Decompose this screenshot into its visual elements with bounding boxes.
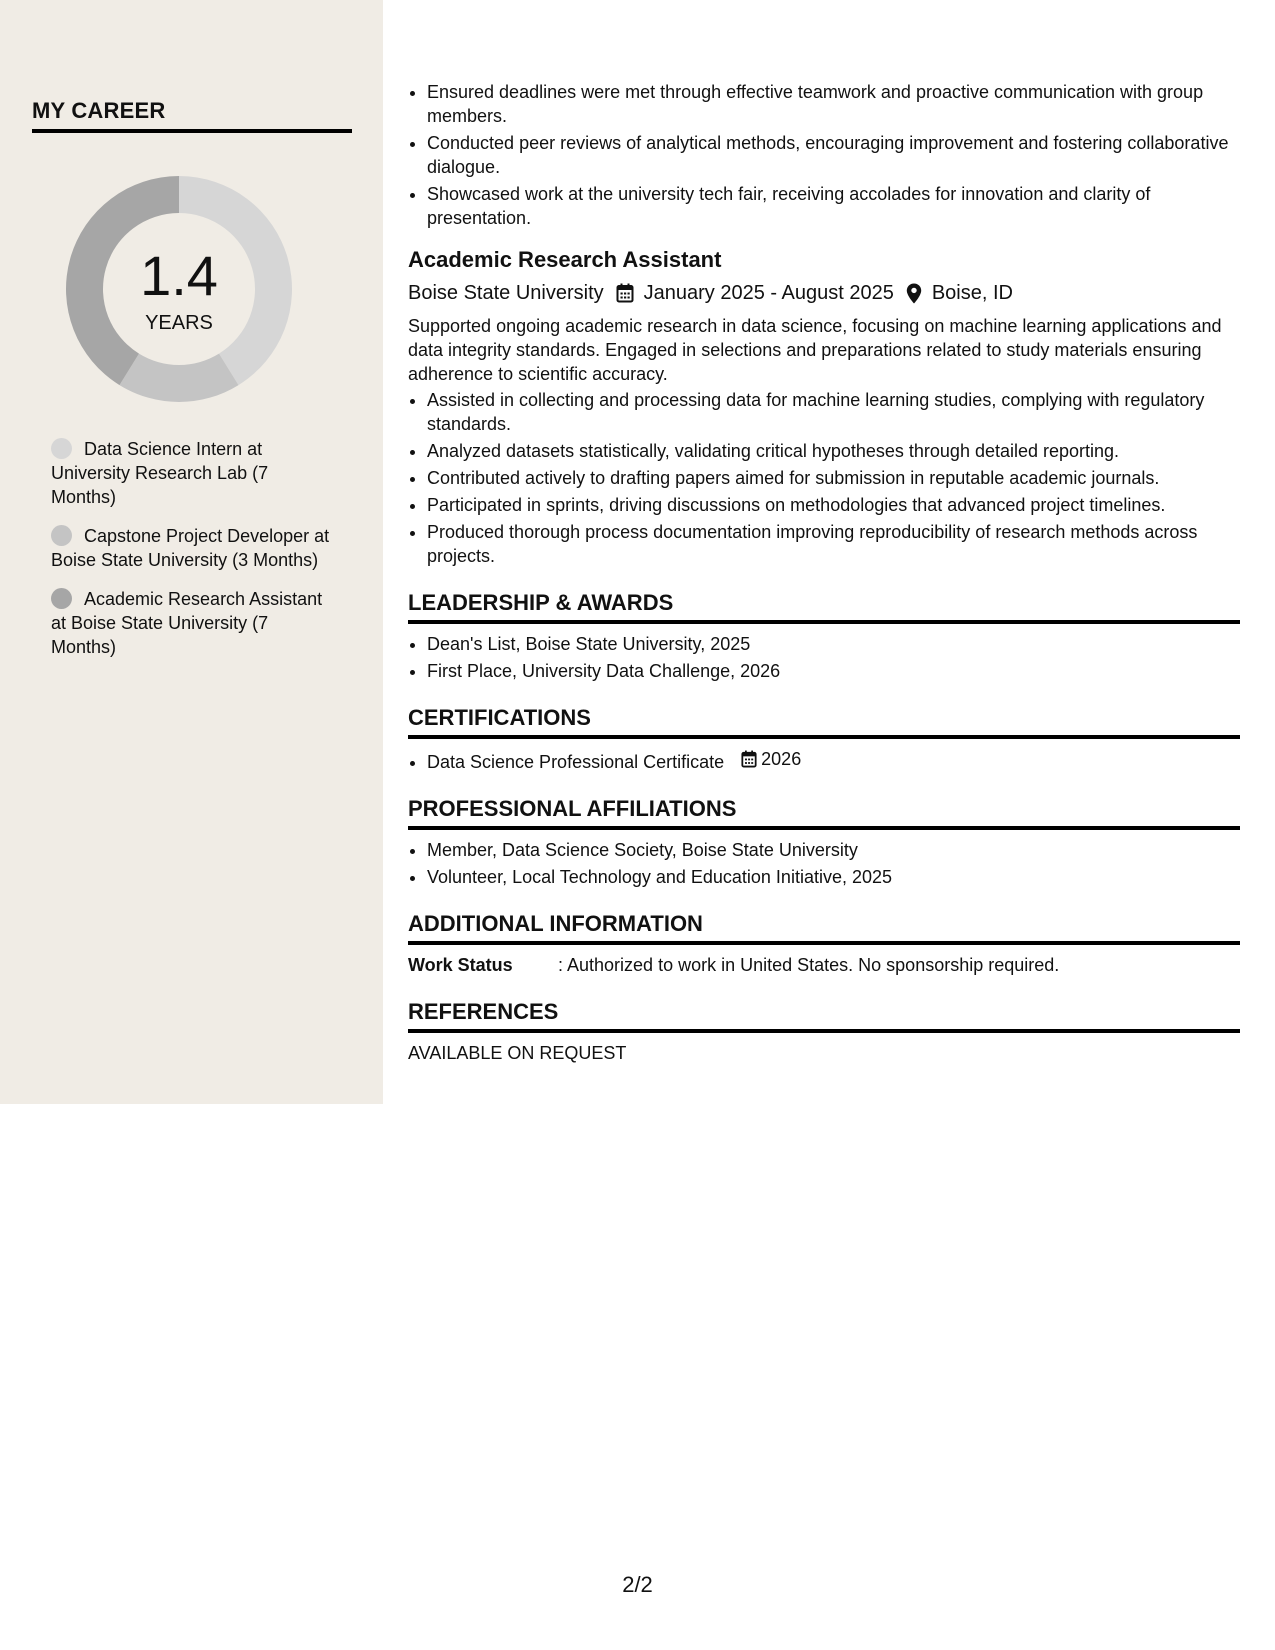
bullet-item: • Produced thorough process documentation improving reproducibility of research methods across projects. [427, 520, 1240, 568]
bullet-item: • Contributed actively to drafting papers aimed for submission in reputable academic journals. [427, 466, 1240, 490]
additional-info-heading: ADDITIONAL INFORMATION [408, 909, 1240, 945]
bullet-item: • Analyzed datasets statistically, validating critical hypotheses through detailed reporting. [427, 439, 1240, 463]
job-employer: Boise State University [408, 282, 604, 304]
career-donut-chart [66, 176, 292, 402]
job-bullets [408, 388, 1240, 568]
certification-name: Data Science Professional Certificate [427, 752, 725, 772]
work-status-row [408, 953, 1240, 977]
legend-item [51, 437, 331, 509]
legend-item [51, 587, 331, 659]
award-item: • Dean's List, Boise State University, 2025 [427, 632, 1240, 656]
award-item: • First Place, University Data Challenge, 2026 [427, 659, 1240, 683]
affiliation-item: • Volunteer, Local Technology and Education Initiative, 2025 [427, 865, 1240, 889]
total-years-unit: YEARS [145, 312, 213, 334]
affiliation-item: • Member, Data Science Society, Boise State University [427, 838, 1240, 862]
references-text: AVAILABLE ON REQUEST [408, 1043, 627, 1063]
bullet-item: • Ensured deadlines were met through effective teamwork and proactive communication with group members. [427, 80, 1240, 128]
certifications-heading: CERTIFICATIONS [408, 703, 1240, 739]
references-heading: REFERENCES [408, 997, 1240, 1033]
legend-item [51, 524, 331, 572]
leadership-list [408, 632, 1240, 683]
sidebar [0, 0, 383, 1104]
job-location: Boise, ID [931, 282, 1013, 304]
affiliations-heading: PROFESSIONAL AFFILIATIONS [408, 794, 1240, 830]
work-status-value: : Authorized to work in United States. No sponsorship required. [558, 955, 1060, 975]
donut-segment-1 [120, 354, 239, 402]
certification-date-wrap [741, 747, 801, 771]
bullet-item: • Assisted in collecting and processing data for machine learning studies, complying with regulatory standards. [427, 388, 1240, 436]
job-title: Academic Research Assistant [408, 247, 722, 272]
bullet-item: • Showcased work at the university tech fair, receiving accolades for innovation and clarity of presentation. [427, 182, 1240, 230]
certifications-list [408, 747, 1240, 774]
previous-job-bullets [408, 80, 1240, 230]
bullet-item: • Conducted peer reviews of analytical methods, encouraging improvement and fostering collaborative dialogue. [427, 131, 1240, 179]
leadership-heading: LEADERSHIP & AWARDS [408, 588, 1240, 624]
calendar-icon [741, 750, 757, 768]
calendar-icon [616, 283, 634, 303]
page-number: 2/2 [622, 1572, 653, 1597]
work-status-label: Work Status [408, 955, 513, 975]
job-dates: January 2025 - August 2025 [643, 282, 894, 304]
total-years-value: 1.4 [140, 244, 218, 307]
location-pin-icon [906, 283, 922, 304]
certification-date: 2026 [761, 749, 802, 769]
legend-label: Capstone Project Developer at Boise State University (3 Months) [51, 526, 330, 570]
legend-swatch-0 [51, 438, 72, 459]
job-meta [408, 280, 1240, 306]
legend-label: Academic Research Assistant at Boise State University (7 Months) [51, 589, 323, 657]
legend-swatch-2 [51, 588, 72, 609]
certification-item [427, 747, 1240, 774]
legend-swatch-1 [51, 525, 72, 546]
main-content [408, 80, 1240, 1065]
legend-label: Data Science Intern at University Research Lab (7 Months) [51, 439, 269, 507]
affiliations-list [408, 838, 1240, 889]
job-description: Supported ongoing academic research in data science, focusing on machine learning applications and data integrity standards. Engaged in selections and preparations related to study materials ensuring adherence to scientific accuracy. [408, 316, 1222, 384]
bullet-item: • Participated in sprints, driving discussions on methodologies that advanced project timelines. [427, 493, 1240, 517]
career-legend [51, 437, 331, 674]
career-heading: MY CAREER [32, 98, 352, 133]
